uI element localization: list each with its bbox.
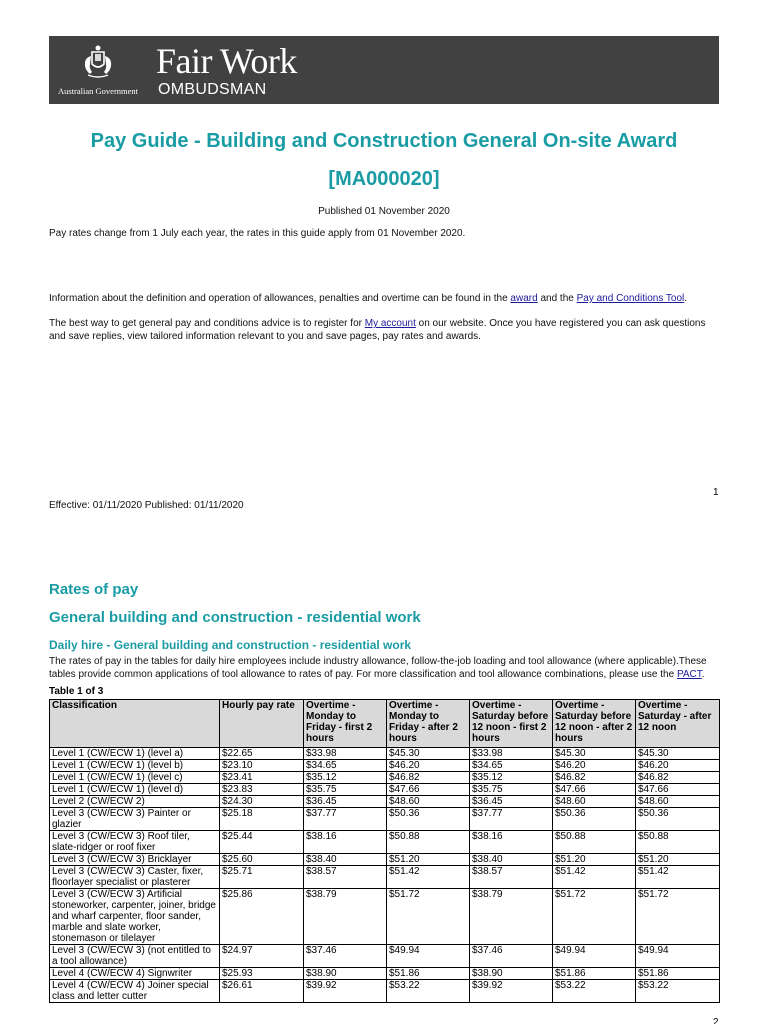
rate-cell: $50.88 bbox=[636, 831, 720, 854]
rate-cell: $23.83 bbox=[220, 784, 304, 796]
table-header-row bbox=[50, 700, 720, 748]
classification-cell: Level 3 (CW/ECW 3) Painter or glazier bbox=[50, 808, 220, 831]
page-number: 1 bbox=[713, 487, 719, 498]
rate-cell: $50.88 bbox=[553, 831, 636, 854]
classification-cell: Level 2 (CW/ECW 2) bbox=[50, 796, 220, 808]
table-row bbox=[50, 796, 720, 808]
rate-cell: $36.45 bbox=[470, 796, 553, 808]
my-account-link[interactable]: My account bbox=[364, 318, 416, 329]
government-label: Australian Government bbox=[58, 86, 139, 96]
rate-cell: $25.71 bbox=[220, 866, 304, 889]
rate-cell: $46.20 bbox=[553, 760, 636, 772]
rate-cell: $46.82 bbox=[387, 772, 470, 784]
rate-cell: $25.60 bbox=[220, 854, 304, 866]
rate-cell: $34.65 bbox=[470, 760, 553, 772]
rate-cell: $51.20 bbox=[636, 854, 720, 866]
heading-rates-of-pay: Rates of pay bbox=[49, 581, 139, 598]
table-row bbox=[50, 748, 720, 760]
column-header: Overtime - Monday to Friday - after 2 hours bbox=[387, 700, 470, 748]
rate-cell: $37.77 bbox=[304, 808, 387, 831]
rate-cell: $23.10 bbox=[220, 760, 304, 772]
rate-cell: $51.42 bbox=[636, 866, 720, 889]
rate-cell: $39.92 bbox=[304, 980, 387, 1003]
rate-cell: $24.30 bbox=[220, 796, 304, 808]
rate-cell: $49.94 bbox=[387, 945, 470, 968]
column-header: Overtime - Monday to Friday - first 2 hours bbox=[304, 700, 387, 748]
advice-text: on our website. Once you have registered you can ask questions and save replies, view tailored information relevant to you and save pages, pay rates and awards. bbox=[49, 318, 706, 342]
pact-link[interactable]: PACT bbox=[676, 669, 702, 680]
table-row bbox=[50, 854, 720, 866]
rate-cell: $38.90 bbox=[470, 968, 553, 980]
classification-cell: Level 1 (CW/ECW 1) (level b) bbox=[50, 760, 220, 772]
rate-cell: $47.66 bbox=[387, 784, 470, 796]
award-code: [MA000020] bbox=[328, 168, 440, 190]
rate-cell: $26.61 bbox=[220, 980, 304, 1003]
rate-cell: $38.40 bbox=[470, 854, 553, 866]
classification-cell: Level 1 (CW/ECW 1) (level d) bbox=[50, 784, 220, 796]
info-text: Information about the definition and operation of allowances, penalties and overtime can be found in the bbox=[49, 293, 511, 304]
column-header: Overtime - Saturday - after 12 noon bbox=[636, 700, 720, 748]
classification-cell: Level 3 (CW/ECW 3) Caster, fixer, floorlayer specialist or plasterer bbox=[50, 866, 220, 889]
rate-cell: $38.79 bbox=[304, 889, 387, 945]
rate-cell: $46.82 bbox=[636, 772, 720, 784]
rate-cell: $24.97 bbox=[220, 945, 304, 968]
column-header: Hourly pay rate bbox=[220, 700, 304, 748]
rate-cell: $46.82 bbox=[553, 772, 636, 784]
rate-cell: $50.36 bbox=[553, 808, 636, 831]
rate-cell: $23.41 bbox=[220, 772, 304, 784]
brand-subtitle: OMBUDSMAN bbox=[158, 81, 267, 98]
rate-cell: $50.36 bbox=[636, 808, 720, 831]
rate-cell: $53.22 bbox=[553, 980, 636, 1003]
daily-hire-paragraph bbox=[49, 655, 721, 681]
rate-cell: $25.44 bbox=[220, 831, 304, 854]
published-date: Published 01 November 2020 bbox=[318, 206, 450, 217]
rate-cell: $36.45 bbox=[304, 796, 387, 808]
classification-cell: Level 3 (CW/ECW 3) Bricklayer bbox=[50, 854, 220, 866]
rate-cell: $51.86 bbox=[387, 968, 470, 980]
rate-cell: $46.20 bbox=[636, 760, 720, 772]
info-paragraph bbox=[49, 292, 729, 305]
rate-cell: $37.46 bbox=[304, 945, 387, 968]
page-number: 2 bbox=[713, 1017, 719, 1024]
rate-cell: $48.60 bbox=[387, 796, 470, 808]
rate-cell: $45.30 bbox=[553, 748, 636, 760]
heading-general-building: General building and construction - residential work bbox=[49, 609, 421, 626]
info-text: and the bbox=[537, 293, 577, 304]
rate-cell: $45.30 bbox=[387, 748, 470, 760]
rate-cell: $37.77 bbox=[470, 808, 553, 831]
rate-cell: $38.16 bbox=[304, 831, 387, 854]
rate-cell: $38.57 bbox=[470, 866, 553, 889]
rate-cell: $38.90 bbox=[304, 968, 387, 980]
footer-effective: Effective: 01/11/2020 Published: 01/11/2020 bbox=[49, 500, 244, 511]
rate-cell: $51.42 bbox=[387, 866, 470, 889]
rate-cell: $45.30 bbox=[636, 748, 720, 760]
table-row bbox=[50, 980, 720, 1003]
classification-cell: Level 3 (CW/ECW 3) Artificial stoneworker, carpenter, joiner, bridge and wharf carpenter, floor sander, marble and slate worker, stonemason or tilelayer bbox=[50, 889, 220, 945]
classification-cell: Level 1 (CW/ECW 1) (level c) bbox=[50, 772, 220, 784]
rate-cell: $49.94 bbox=[553, 945, 636, 968]
rate-cell: $38.40 bbox=[304, 854, 387, 866]
intro-text: Pay rates change from 1 July each year, the rates in this guide apply from 01 November 2020. bbox=[49, 228, 466, 239]
award-link[interactable]: award bbox=[510, 293, 538, 304]
rate-cell: $51.20 bbox=[553, 854, 636, 866]
rate-cell: $53.22 bbox=[636, 980, 720, 1003]
rate-cell: $35.12 bbox=[470, 772, 553, 784]
table-row bbox=[50, 968, 720, 980]
classification-cell: Level 3 (CW/ECW 3) Roof tiler, slate-ridger or roof fixer bbox=[50, 831, 220, 854]
rate-cell: $33.98 bbox=[304, 748, 387, 760]
table-caption: Table 1 of 3 bbox=[49, 686, 104, 697]
table-row bbox=[50, 808, 720, 831]
rate-cell: $51.42 bbox=[553, 866, 636, 889]
rate-cell: $50.36 bbox=[387, 808, 470, 831]
classification-cell: Level 4 (CW/ECW 4) Joiner special class and letter cutter bbox=[50, 980, 220, 1003]
rate-cell: $35.12 bbox=[304, 772, 387, 784]
table-row bbox=[50, 945, 720, 968]
rate-cell: $22.65 bbox=[220, 748, 304, 760]
advice-text: The best way to get general pay and conditions advice is to register for bbox=[49, 318, 365, 329]
table-row bbox=[50, 772, 720, 784]
rate-cell: $50.88 bbox=[387, 831, 470, 854]
classification-cell: Level 1 (CW/ECW 1) (level a) bbox=[50, 748, 220, 760]
rate-cell: $25.93 bbox=[220, 968, 304, 980]
rate-cell: $51.72 bbox=[636, 889, 720, 945]
column-header: Overtime - Saturday before 12 noon - first 2 hours bbox=[470, 700, 553, 748]
rate-cell: $53.22 bbox=[387, 980, 470, 1003]
rate-cell: $34.65 bbox=[304, 760, 387, 772]
column-header: Overtime - Saturday before 12 noon - after 2 hours bbox=[553, 700, 636, 748]
rate-cell: $35.75 bbox=[470, 784, 553, 796]
page-title: Pay Guide - Building and Construction General On-site Award bbox=[90, 130, 678, 152]
rate-cell: $38.79 bbox=[470, 889, 553, 945]
table-row bbox=[50, 889, 720, 945]
rate-cell: $48.60 bbox=[636, 796, 720, 808]
table-row bbox=[50, 866, 720, 889]
coat-of-arms-icon bbox=[80, 44, 116, 80]
rate-cell: $46.20 bbox=[387, 760, 470, 772]
rate-cell: $47.66 bbox=[636, 784, 720, 796]
brand-title: Fair Work bbox=[156, 41, 297, 81]
pay-rates-table bbox=[49, 699, 720, 1003]
rate-cell: $51.72 bbox=[387, 889, 470, 945]
rate-cell: $37.46 bbox=[470, 945, 553, 968]
rate-cell: $51.72 bbox=[553, 889, 636, 945]
rate-cell: $51.20 bbox=[387, 854, 470, 866]
table-row bbox=[50, 784, 720, 796]
fair-work-banner bbox=[49, 36, 719, 104]
rate-cell: $25.18 bbox=[220, 808, 304, 831]
rate-cell: $35.75 bbox=[304, 784, 387, 796]
classification-cell: Level 3 (CW/ECW 3) (not entitled to a tool allowance) bbox=[50, 945, 220, 968]
rate-cell: $49.94 bbox=[636, 945, 720, 968]
rate-cell: $47.66 bbox=[553, 784, 636, 796]
advice-paragraph bbox=[49, 317, 721, 343]
rate-cell: $33.98 bbox=[470, 748, 553, 760]
column-header: Classification bbox=[50, 700, 220, 748]
table-row bbox=[50, 831, 720, 854]
heading-daily-hire: Daily hire - General building and construction - residential work bbox=[49, 638, 412, 652]
rate-cell: $51.86 bbox=[636, 968, 720, 980]
table-row bbox=[50, 760, 720, 772]
pay-and-conditions-tool-link[interactable]: Pay and Conditions Tool bbox=[576, 293, 685, 304]
rate-cell: $25.86 bbox=[220, 889, 304, 945]
daily-hire-text: The rates of pay in the tables for daily hire employees include industry allowance, follow-the-job loading and tool allowance (where applicable).These tables provide common applications of tool allowance to rates of pay. For more classification and tool allowance combinations, please use the bbox=[49, 656, 707, 680]
classification-cell: Level 4 (CW/ECW 4) Signwriter bbox=[50, 968, 220, 980]
rate-cell: $48.60 bbox=[553, 796, 636, 808]
info-text: . bbox=[684, 293, 688, 304]
daily-hire-text: . bbox=[701, 669, 705, 680]
rate-cell: $39.92 bbox=[470, 980, 553, 1003]
rate-cell: $38.16 bbox=[470, 831, 553, 854]
rate-cell: $51.86 bbox=[553, 968, 636, 980]
rate-cell: $38.57 bbox=[304, 866, 387, 889]
